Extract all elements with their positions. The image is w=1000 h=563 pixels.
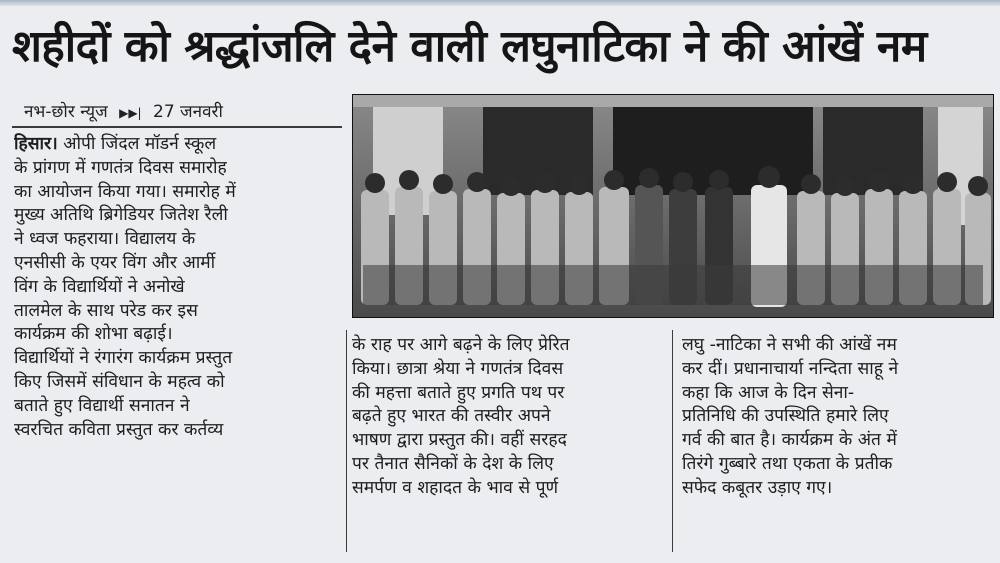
article-line: कर दीं। प्रधानाचार्या नन्दिता साहू ने — [682, 358, 899, 379]
article-line: पर तैनात सैनिकों के देश के लिए — [352, 453, 554, 474]
article-line: कार्यक्रम की शोभा बढ़ाई। — [14, 324, 173, 345]
article-line: ने ध्वज फहराया। विद्यालय के — [14, 229, 196, 250]
article-column-1 — [14, 133, 344, 442]
headline: शहीदों को श्रद्धांजलि देने वाली लघुनाटिका ने की आंखें नम — [12, 21, 927, 72]
article-line: के प्रांगण में गणतंत्र दिवस समारोह — [14, 157, 227, 178]
article-line: तालमेल के साथ परेड कर इस — [14, 300, 198, 321]
scan-edge — [0, 0, 1000, 6]
article-line: के राह पर आगे बढ़ने के लिए प्रेरित — [352, 335, 570, 355]
article-line: किए जिसमें संविधान के महत्व को — [14, 371, 225, 392]
article-line: हिसार। ओपी जिंदल मॉडर्न स्कूल — [14, 134, 217, 154]
article-line: किया। छात्रा श्रेया ने गणतंत्र दिवस — [352, 358, 564, 379]
article-line: की महत्ता बताते हुए प्रगति पथ पर — [352, 382, 565, 403]
dateline-rule — [12, 126, 342, 128]
article-line: तिरंगे गुब्बारे तथा एकता के प्रतीक — [682, 453, 893, 474]
article-line: मुख्य अतिथि ब्रिगेडियर जितेश रैली — [14, 205, 228, 226]
article-line: भाषण द्वारा प्रस्तुत की। वहीं सरहद — [352, 430, 567, 451]
article-column-3 — [682, 334, 994, 501]
article-line: सफेद कबूतर उड़ाए गए। — [682, 477, 833, 498]
dateline — [24, 100, 324, 124]
article-line: एनसीसी के एयर विंग और आर्मी — [14, 252, 216, 273]
article-column-2 — [352, 334, 666, 501]
photo-illustration — [353, 95, 993, 317]
news-date: 27 जनवरी — [153, 102, 223, 122]
article-line: विंग के विद्यार्थियों ने अनोखे — [14, 276, 185, 297]
article-line: लघु -नाटिका ने सभी की आंखें नम — [682, 335, 897, 355]
article-line: कहा कि आज के दिन सेना- — [682, 382, 855, 403]
article-line: बताते हुए विद्यार्थी सनातन ने — [14, 395, 190, 416]
column-divider — [672, 330, 673, 552]
column-divider — [346, 330, 347, 552]
place-name: हिसार। — [14, 134, 58, 154]
ncc-cadets-photo — [352, 94, 994, 318]
article-line: गर्व की बात है। कार्यक्रम के अंत में — [682, 430, 897, 451]
article-line: समर्पण व शहादत के भाव से पूर्ण — [352, 477, 559, 498]
article-line: का आयोजन किया गया। समारोह में — [14, 181, 236, 202]
article-line: विद्यार्थियों ने रंगारंग कार्यक्रम प्रस्तुत — [14, 348, 233, 369]
dateline-arrows-icon: ▶▶| — [119, 106, 142, 120]
article-line: बढ़ते हुए भारत की तस्वीर अपने — [352, 406, 551, 427]
article-line: प्रतिनिधि की उपस्थिति हमारे लिए — [682, 406, 889, 427]
article-line: स्वरचित कविता प्रस्तुत कर कर्तव्य — [14, 419, 224, 440]
news-source: नभ-छोर न्यूज — [24, 102, 108, 122]
